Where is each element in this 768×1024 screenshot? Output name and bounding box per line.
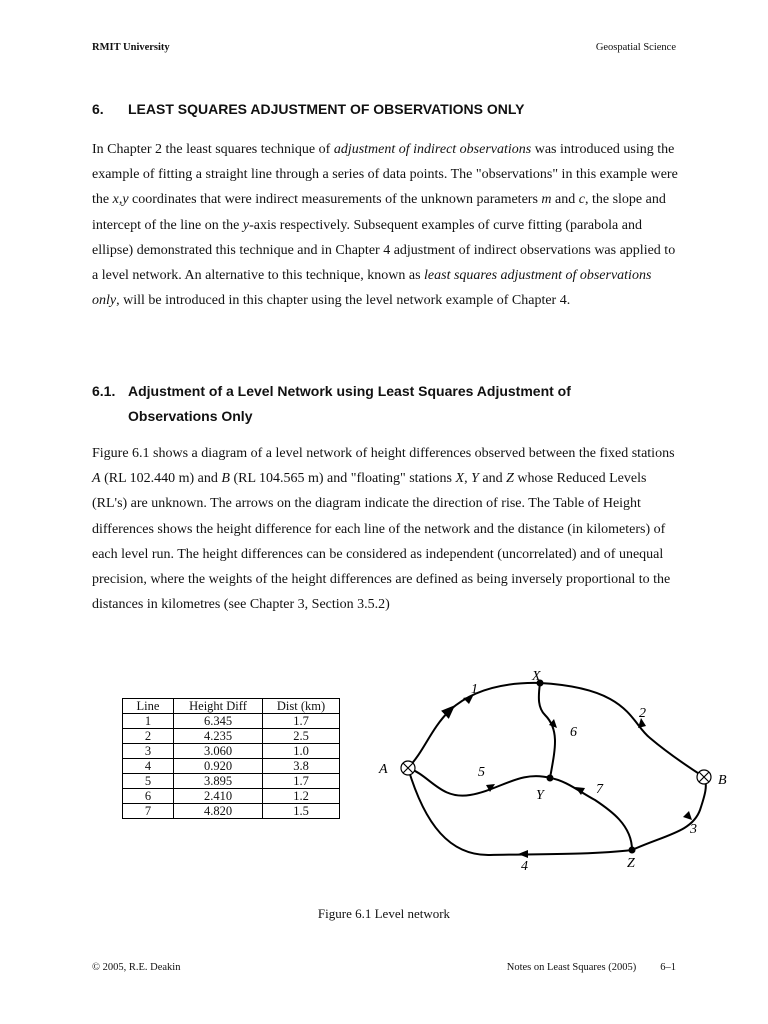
running-header-right: Geospatial Science <box>595 42 676 53</box>
page-number: 6–1 <box>660 962 676 973</box>
col-header-line: Line <box>123 699 174 714</box>
section-heading <box>92 101 524 117</box>
table-cell: 6.345 <box>174 714 263 729</box>
table-cell: 7 <box>123 804 174 819</box>
network-line-2 <box>540 683 704 777</box>
table-cell: 6 <box>123 789 174 804</box>
section-number: 6. <box>92 101 104 117</box>
table-cell: 2 <box>123 729 174 744</box>
table-cell: 1 <box>123 714 174 729</box>
line-label-2: 2 <box>639 706 646 721</box>
section-title: LEAST SQUARES ADJUSTMENT OF OBSERVATIONS ONLY <box>128 101 525 117</box>
table-cell: 3.060 <box>174 744 263 759</box>
table-cell: 4 <box>123 759 174 774</box>
station-label-x: X <box>532 669 541 684</box>
table-row <box>123 804 340 819</box>
table-header-row <box>123 699 340 714</box>
table-row <box>123 774 340 789</box>
network-line-6 <box>539 683 555 778</box>
table-cell: 5 <box>123 774 174 789</box>
col-header-dist: Dist (km) <box>263 699 340 714</box>
subsection-title-line1: Adjustment of a Level Network using Least Squares Adjustment of <box>128 383 571 399</box>
height-diff-table <box>122 698 340 819</box>
footer-copyright: © 2005, R.E. Deakin <box>92 962 181 973</box>
table-cell: 2.410 <box>174 789 263 804</box>
footer-title: Notes on Least Squares (2005) <box>506 962 637 973</box>
station-a-node <box>401 761 415 775</box>
network-line-7 <box>550 778 632 850</box>
table-row <box>123 789 340 804</box>
table-row <box>123 729 340 744</box>
station-b-node <box>697 770 711 784</box>
table-cell: 3.8 <box>263 759 340 774</box>
subsection-title-line2: Observations Only <box>128 408 253 424</box>
table-cell: 3.895 <box>174 774 263 789</box>
table-cell: 4.235 <box>174 729 263 744</box>
table-cell: 2.5 <box>263 729 340 744</box>
table-cell: 1.2 <box>263 789 340 804</box>
table-row <box>123 759 340 774</box>
network-line-3 <box>632 777 706 850</box>
station-label-z: Z <box>627 856 635 871</box>
arrow-line-3 <box>683 811 692 820</box>
table-cell: 1.7 <box>263 774 340 789</box>
line-label-7: 7 <box>596 782 603 797</box>
table-cell: 1.0 <box>263 744 340 759</box>
table-row <box>123 714 340 729</box>
station-y-node <box>547 775 554 782</box>
table-cell: 1.5 <box>263 804 340 819</box>
line-label-5: 5 <box>478 765 485 780</box>
table-cell: 3 <box>123 744 174 759</box>
running-header-left: RMIT University <box>92 42 170 53</box>
footer-right <box>507 962 676 973</box>
table-cell: 4.820 <box>174 804 263 819</box>
station-label-b: B <box>718 773 727 788</box>
figure-caption: Figure 6.1 Level network <box>317 906 451 921</box>
station-label-y: Y <box>536 788 544 803</box>
line-label-6: 6 <box>570 725 577 740</box>
line-label-3: 3 <box>690 822 697 837</box>
subsection-heading <box>92 379 692 429</box>
line-label-1: 1 <box>471 682 478 697</box>
station-z-node <box>629 847 636 854</box>
table-cell: 0.920 <box>174 759 263 774</box>
subsection-number: 6.1. <box>92 383 116 399</box>
intro-paragraph: In Chapter 2 the least squares technique of adjustment of indirect observations was introduced using the example of fitting a straight line through a series of data points. The "observations" in this example were the x,y coordinates that were indirect measurements of the unknown parameters m and c, the slope and intercept of the line on the y-axis respectively. Subsequent examples of curve fitting (parabola and ellipse) demonstrated this technique and in Chapter 4 adjustment of indirect observations was applied to a level network. An alternative to this technique, known as least squares adjustment of observations only, will be introduced in this chapter using the level network example of Chapter 4. <box>92 142 678 309</box>
line-label-4: 4 <box>521 859 528 874</box>
level-network-diagram <box>370 660 740 880</box>
station-label-a: A <box>379 762 388 777</box>
table-cell: 1.7 <box>263 714 340 729</box>
table-row <box>123 744 340 759</box>
arrow-line-4 <box>518 850 528 858</box>
col-header-height-diff: Height Diff <box>174 699 263 714</box>
network-paragraph: Figure 6.1 shows a diagram of a level network of height differences observed between the fixed stations A (RL 102.440 m) and B (RL 104.565 m) and "floating" stations X, Y and Z whose Reduced Levels (RL's) are unknown. The arrows on the diagram indicate the direction of rise. The Table of Height differences shows the height difference for each line of the network and the distance (in kilometers) of each level run. The height differences can be considered as independent (uncorrelated) and of unequal precision, where the weights of the height differences are defined as being inversely proportional to the distances in kilometres (see Chapter 3, Section 3.5.2) <box>92 446 675 613</box>
